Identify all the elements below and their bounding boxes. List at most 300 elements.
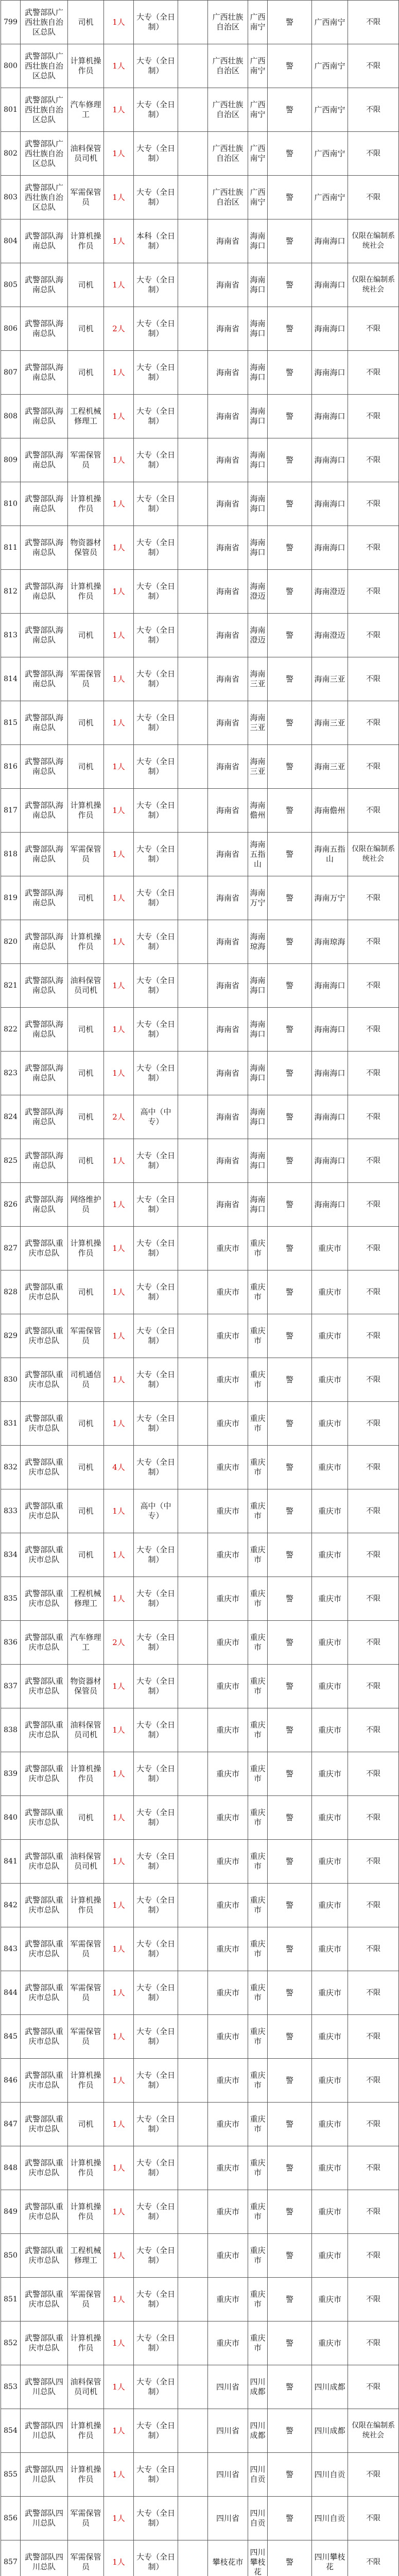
category-mark: 警 xyxy=(268,2190,312,2234)
hire-count: 1人 xyxy=(104,1927,134,1971)
education-requirement: 大专（全日制） xyxy=(134,2497,178,2540)
unit-name: 武警部队重庆市总队 xyxy=(21,1446,68,1489)
education-requirement: 大专（全日制） xyxy=(134,88,178,132)
row-number: 826 xyxy=(1,1183,21,1227)
category-mark: 警 xyxy=(268,1,312,44)
work-area: 四川省 xyxy=(208,2365,248,2409)
household-location: 海南澄迈 xyxy=(312,614,348,657)
row-number: 812 xyxy=(1,570,21,614)
remark: 不限 xyxy=(348,1358,399,1402)
table-row xyxy=(1,132,399,176)
work-area: 重庆市 xyxy=(208,1314,248,1358)
work-area: 海南省 xyxy=(208,1183,248,1227)
empty-cell xyxy=(178,1971,208,2015)
empty-cell xyxy=(178,876,208,920)
work-area: 重庆市 xyxy=(208,2190,248,2234)
empty-cell xyxy=(178,1270,208,1314)
empty-cell xyxy=(178,614,208,657)
table-row xyxy=(1,2234,399,2278)
post-name: 工程机械修理工 xyxy=(68,1577,104,1621)
household-location: 重庆市 xyxy=(312,1577,348,1621)
table-row xyxy=(1,701,399,745)
work-location: 重庆市 xyxy=(248,1314,268,1358)
remark: 不限 xyxy=(348,482,399,526)
row-number: 847 xyxy=(1,2103,21,2146)
empty-cell xyxy=(178,1665,208,1708)
work-location: 重庆市 xyxy=(248,2015,268,2059)
table-row xyxy=(1,1752,399,1796)
remark: 不限 xyxy=(348,1796,399,1840)
post-name: 司机 xyxy=(68,1052,104,1095)
education-requirement: 本科（全日制） xyxy=(134,219,178,263)
table-row xyxy=(1,2278,399,2321)
row-number: 845 xyxy=(1,2015,21,2059)
work-location: 四川自贡 xyxy=(248,2497,268,2540)
unit-name: 武警部队重庆市总队 xyxy=(21,2146,68,2190)
table-row xyxy=(1,1665,399,1708)
post-name: 司机 xyxy=(68,263,104,307)
household-location: 重庆市 xyxy=(312,2103,348,2146)
category-mark: 警 xyxy=(268,1708,312,1752)
unit-name: 武警部队海南总队 xyxy=(21,1183,68,1227)
work-location: 重庆市 xyxy=(248,1796,268,1840)
empty-cell xyxy=(178,789,208,833)
post-name: 军需保管员 xyxy=(68,833,104,876)
table-row xyxy=(1,1270,399,1314)
unit-name: 武警部队广西壮族自治区总队 xyxy=(21,88,68,132)
hire-count: 1人 xyxy=(104,1008,134,1052)
post-name: 计算机操作员 xyxy=(68,1752,104,1796)
unit-name: 武警部队海南总队 xyxy=(21,701,68,745)
education-requirement: 大专（全日制） xyxy=(134,1139,178,1183)
row-number: 853 xyxy=(1,2365,21,2409)
unit-name: 武警部队海南总队 xyxy=(21,657,68,701)
row-number: 823 xyxy=(1,1052,21,1095)
hire-count: 1人 xyxy=(104,2103,134,2146)
work-location: 重庆市 xyxy=(248,1227,268,1270)
row-number: 827 xyxy=(1,1227,21,1270)
empty-cell xyxy=(178,570,208,614)
remark: 不限 xyxy=(348,88,399,132)
remark: 不限 xyxy=(348,2278,399,2321)
post-name: 计算机操作员 xyxy=(68,789,104,833)
unit-name: 武警部队广西壮族自治区总队 xyxy=(21,176,68,219)
empty-cell xyxy=(178,395,208,438)
category-mark: 警 xyxy=(268,920,312,964)
category-mark: 警 xyxy=(268,526,312,570)
work-area: 重庆市 xyxy=(208,1927,248,1971)
work-location: 广西南宁 xyxy=(248,88,268,132)
education-requirement: 大专（全日制） xyxy=(134,1840,178,1884)
hire-count: 1人 xyxy=(104,1752,134,1796)
work-area: 重庆市 xyxy=(208,1446,248,1489)
work-location: 海南海口 xyxy=(248,1183,268,1227)
empty-cell xyxy=(178,176,208,219)
remark: 不限 xyxy=(348,2015,399,2059)
education-requirement: 大专（全日制） xyxy=(134,2234,178,2278)
empty-cell xyxy=(178,1227,208,1270)
post-name: 司机 xyxy=(68,1008,104,1052)
work-area: 重庆市 xyxy=(208,2103,248,2146)
work-area: 广西壮族自治区 xyxy=(208,44,248,88)
empty-cell xyxy=(178,1884,208,1927)
recruitment-table xyxy=(1,0,399,2576)
category-mark: 警 xyxy=(268,176,312,219)
household-location: 重庆市 xyxy=(312,1489,348,1533)
category-mark: 警 xyxy=(268,1533,312,1577)
row-number: 857 xyxy=(1,2540,21,2576)
work-location: 海南儋州 xyxy=(248,789,268,833)
empty-cell xyxy=(178,2409,208,2453)
education-requirement: 大专（全日制） xyxy=(134,2103,178,2146)
hire-count: 1人 xyxy=(104,351,134,395)
work-location: 海南三亚 xyxy=(248,657,268,701)
row-number: 800 xyxy=(1,44,21,88)
category-mark: 警 xyxy=(268,351,312,395)
work-location: 海南万宁 xyxy=(248,876,268,920)
household-location: 广西南宁 xyxy=(312,44,348,88)
household-location: 重庆市 xyxy=(312,1840,348,1884)
unit-name: 武警部队重庆市总队 xyxy=(21,1752,68,1796)
category-mark: 警 xyxy=(268,1840,312,1884)
category-mark: 警 xyxy=(268,1314,312,1358)
hire-count: 1人 xyxy=(104,2190,134,2234)
unit-name: 武警部队海南总队 xyxy=(21,833,68,876)
table-row xyxy=(1,745,399,789)
row-number: 837 xyxy=(1,1665,21,1708)
empty-cell xyxy=(178,2540,208,2576)
hire-count: 1人 xyxy=(104,44,134,88)
remark: 不限 xyxy=(348,1008,399,1052)
household-location: 重庆市 xyxy=(312,1227,348,1270)
remark: 不限 xyxy=(348,1708,399,1752)
work-location: 重庆市 xyxy=(248,2103,268,2146)
category-mark: 警 xyxy=(268,1489,312,1533)
work-area: 海南省 xyxy=(208,263,248,307)
household-location: 海南三亚 xyxy=(312,745,348,789)
post-name: 司机 xyxy=(68,1270,104,1314)
education-requirement: 大专（全日制） xyxy=(134,1314,178,1358)
empty-cell xyxy=(178,1796,208,1840)
household-location: 广西南宁 xyxy=(312,1,348,44)
unit-name: 武警部队海南总队 xyxy=(21,1095,68,1139)
hire-count: 1人 xyxy=(104,920,134,964)
hire-count: 1人 xyxy=(104,1708,134,1752)
work-location: 重庆市 xyxy=(248,1927,268,1971)
category-mark: 警 xyxy=(268,1446,312,1489)
work-location: 海南海口 xyxy=(248,964,268,1008)
post-name: 司机 xyxy=(68,701,104,745)
work-area: 重庆市 xyxy=(208,1840,248,1884)
post-name: 油料保管员司机 xyxy=(68,2365,104,2409)
unit-name: 武警部队重庆市总队 xyxy=(21,1796,68,1840)
work-area: 重庆市 xyxy=(208,1621,248,1665)
row-number: 842 xyxy=(1,1884,21,1927)
education-requirement: 大专（全日制） xyxy=(134,1183,178,1227)
table-row xyxy=(1,1227,399,1270)
hire-count: 1人 xyxy=(104,2015,134,2059)
row-number: 851 xyxy=(1,2278,21,2321)
row-number: 830 xyxy=(1,1358,21,1402)
household-location: 海南海口 xyxy=(312,263,348,307)
work-location: 重庆市 xyxy=(248,1621,268,1665)
post-name: 油料保管员司机 xyxy=(68,1840,104,1884)
work-area: 重庆市 xyxy=(208,2234,248,2278)
category-mark: 警 xyxy=(268,964,312,1008)
unit-name: 武警部队重庆市总队 xyxy=(21,1708,68,1752)
work-location: 四川攀枝花 xyxy=(248,2540,268,2576)
hire-count: 1人 xyxy=(104,176,134,219)
remark: 不限 xyxy=(348,1,399,44)
remark: 不限 xyxy=(348,745,399,789)
category-mark: 警 xyxy=(268,307,312,351)
work-location: 重庆市 xyxy=(248,1358,268,1402)
unit-name: 武警部队重庆市总队 xyxy=(21,1884,68,1927)
post-name: 计算机操作员 xyxy=(68,2190,104,2234)
remark: 不限 xyxy=(348,1314,399,1358)
household-location: 海南海口 xyxy=(312,526,348,570)
empty-cell xyxy=(178,701,208,745)
work-location: 海南琼海 xyxy=(248,920,268,964)
empty-cell xyxy=(178,1533,208,1577)
unit-name: 武警部队海南总队 xyxy=(21,482,68,526)
category-mark: 警 xyxy=(268,2015,312,2059)
remark: 不限 xyxy=(348,2190,399,2234)
household-location: 海南海口 xyxy=(312,1095,348,1139)
work-area: 海南省 xyxy=(208,351,248,395)
unit-name: 武警部队海南总队 xyxy=(21,351,68,395)
education-requirement: 大专（全日制） xyxy=(134,1533,178,1577)
post-name: 司机 xyxy=(68,614,104,657)
table-row xyxy=(1,263,399,307)
unit-name: 武警部队海南总队 xyxy=(21,1139,68,1183)
unit-name: 武警部队重庆市总队 xyxy=(21,2321,68,2365)
household-location: 重庆市 xyxy=(312,1270,348,1314)
hire-count: 1人 xyxy=(104,2497,134,2540)
table-row xyxy=(1,176,399,219)
remark: 不限 xyxy=(348,657,399,701)
work-location: 重庆市 xyxy=(248,2278,268,2321)
hire-count: 2人 xyxy=(104,1621,134,1665)
unit-name: 武警部队四川总队 xyxy=(21,2540,68,2576)
hire-count: 1人 xyxy=(104,1577,134,1621)
post-name: 军需保管员 xyxy=(68,657,104,701)
household-location: 海南儋州 xyxy=(312,789,348,833)
household-location: 海南澄迈 xyxy=(312,570,348,614)
work-location: 重庆市 xyxy=(248,1533,268,1577)
table-row xyxy=(1,1621,399,1665)
work-area: 重庆市 xyxy=(208,1971,248,2015)
education-requirement: 大专（全日制） xyxy=(134,833,178,876)
education-requirement: 大专（全日制） xyxy=(134,2015,178,2059)
table-body xyxy=(1,1,399,2576)
category-mark: 警 xyxy=(268,701,312,745)
work-location: 重庆市 xyxy=(248,1402,268,1446)
table-row xyxy=(1,438,399,482)
table-row xyxy=(1,657,399,701)
education-requirement: 大专（全日制） xyxy=(134,395,178,438)
work-location: 海南澄迈 xyxy=(248,570,268,614)
table-row xyxy=(1,219,399,263)
hire-count: 2人 xyxy=(104,1095,134,1139)
row-number: 813 xyxy=(1,614,21,657)
unit-name: 武警部队广西壮族自治区总队 xyxy=(21,1,68,44)
remark: 不限 xyxy=(348,1183,399,1227)
work-area: 重庆市 xyxy=(208,2059,248,2103)
remark: 不限 xyxy=(348,44,399,88)
household-location: 重庆市 xyxy=(312,1314,348,1358)
remark: 不限 xyxy=(348,2103,399,2146)
work-area: 海南省 xyxy=(208,219,248,263)
unit-name: 武警部队重庆市总队 xyxy=(21,2190,68,2234)
category-mark: 警 xyxy=(268,2234,312,2278)
work-area: 海南省 xyxy=(208,876,248,920)
unit-name: 武警部队重庆市总队 xyxy=(21,1927,68,1971)
row-number: 843 xyxy=(1,1927,21,1971)
education-requirement: 大专（全日制） xyxy=(134,745,178,789)
household-location: 海南海口 xyxy=(312,482,348,526)
education-requirement: 大专（全日制） xyxy=(134,570,178,614)
category-mark: 警 xyxy=(268,1139,312,1183)
table-row xyxy=(1,2190,399,2234)
education-requirement: 大专（全日制） xyxy=(134,2365,178,2409)
category-mark: 警 xyxy=(268,2365,312,2409)
remark: 不限 xyxy=(348,307,399,351)
hire-count: 1人 xyxy=(104,701,134,745)
table-row xyxy=(1,2453,399,2497)
post-name: 计算机操作员 xyxy=(68,2321,104,2365)
row-number: 814 xyxy=(1,657,21,701)
table-row xyxy=(1,2146,399,2190)
category-mark: 警 xyxy=(268,1621,312,1665)
household-location: 重庆市 xyxy=(312,2190,348,2234)
household-location: 海南三亚 xyxy=(312,657,348,701)
unit-name: 武警部队海南总队 xyxy=(21,745,68,789)
hire-count: 1人 xyxy=(104,570,134,614)
work-location: 海南海口 xyxy=(248,1008,268,1052)
row-number: 856 xyxy=(1,2497,21,2540)
work-area: 海南省 xyxy=(208,395,248,438)
empty-cell xyxy=(178,1139,208,1183)
remark: 不限 xyxy=(348,1095,399,1139)
empty-cell xyxy=(178,1008,208,1052)
table-row xyxy=(1,1358,399,1402)
remark: 不限 xyxy=(348,1927,399,1971)
row-number: 802 xyxy=(1,132,21,176)
unit-name: 武警部队海南总队 xyxy=(21,395,68,438)
table-row xyxy=(1,1183,399,1227)
row-number: 836 xyxy=(1,1621,21,1665)
hire-count: 1人 xyxy=(104,833,134,876)
education-requirement: 大专（全日制） xyxy=(134,351,178,395)
empty-cell xyxy=(178,2234,208,2278)
table-row xyxy=(1,1095,399,1139)
work-area: 海南省 xyxy=(208,920,248,964)
work-location: 广西南宁 xyxy=(248,132,268,176)
unit-name: 武警部队海南总队 xyxy=(21,570,68,614)
post-name: 计算机操作员 xyxy=(68,570,104,614)
household-location: 海南三亚 xyxy=(312,701,348,745)
unit-name: 武警部队重庆市总队 xyxy=(21,2103,68,2146)
remark: 仅限在编制系统社会 xyxy=(348,833,399,876)
row-number: 833 xyxy=(1,1489,21,1533)
remark: 不限 xyxy=(348,1489,399,1533)
education-requirement: 大专（全日制） xyxy=(134,132,178,176)
work-area: 重庆市 xyxy=(208,1533,248,1577)
post-name: 物资器材保管员 xyxy=(68,526,104,570)
work-location: 海南澄迈 xyxy=(248,614,268,657)
category-mark: 警 xyxy=(268,614,312,657)
education-requirement: 大专（全日制） xyxy=(134,2409,178,2453)
post-name: 军需保管员 xyxy=(68,176,104,219)
work-location: 重庆市 xyxy=(248,1577,268,1621)
work-area: 重庆市 xyxy=(208,1358,248,1402)
row-number: 831 xyxy=(1,1402,21,1446)
table-row xyxy=(1,44,399,88)
work-area: 海南省 xyxy=(208,570,248,614)
unit-name: 武警部队重庆市总队 xyxy=(21,1971,68,2015)
row-number: 811 xyxy=(1,526,21,570)
hire-count: 1人 xyxy=(104,657,134,701)
work-area: 海南省 xyxy=(208,701,248,745)
unit-name: 武警部队重庆市总队 xyxy=(21,1358,68,1402)
work-area: 重庆市 xyxy=(208,1796,248,1840)
row-number: 822 xyxy=(1,1008,21,1052)
remark: 不限 xyxy=(348,1533,399,1577)
table-row xyxy=(1,395,399,438)
empty-cell xyxy=(178,1183,208,1227)
education-requirement: 大专（全日制） xyxy=(134,2540,178,2576)
row-number: 808 xyxy=(1,395,21,438)
education-requirement: 大专（全日制） xyxy=(134,1752,178,1796)
table-row xyxy=(1,2497,399,2540)
post-name: 汽车修理工 xyxy=(68,1621,104,1665)
hire-count: 1人 xyxy=(104,1183,134,1227)
work-location: 重庆市 xyxy=(248,1752,268,1796)
table-row xyxy=(1,2321,399,2365)
work-area: 重庆市 xyxy=(208,1489,248,1533)
empty-cell xyxy=(178,1752,208,1796)
household-location: 重庆市 xyxy=(312,1796,348,1840)
work-location: 重庆市 xyxy=(248,1446,268,1489)
category-mark: 警 xyxy=(268,1752,312,1796)
empty-cell xyxy=(178,657,208,701)
unit-name: 武警部队海南总队 xyxy=(21,876,68,920)
remark: 不限 xyxy=(348,1840,399,1884)
work-area: 四川省 xyxy=(208,2409,248,2453)
category-mark: 警 xyxy=(268,570,312,614)
empty-cell xyxy=(178,833,208,876)
empty-cell xyxy=(178,1577,208,1621)
work-location: 重庆市 xyxy=(248,2321,268,2365)
empty-cell xyxy=(178,1840,208,1884)
work-area: 海南省 xyxy=(208,438,248,482)
work-area: 广西壮族自治区 xyxy=(208,176,248,219)
household-location: 重庆市 xyxy=(312,2146,348,2190)
post-name: 计算机操作员 xyxy=(68,2146,104,2190)
empty-cell xyxy=(178,1446,208,1489)
unit-name: 武警部队重庆市总队 xyxy=(21,2015,68,2059)
category-mark: 警 xyxy=(268,1358,312,1402)
category-mark: 警 xyxy=(268,1183,312,1227)
work-area: 重庆市 xyxy=(208,1402,248,1446)
hire-count: 1人 xyxy=(104,1796,134,1840)
category-mark: 警 xyxy=(268,2321,312,2365)
hire-count: 1人 xyxy=(104,1840,134,1884)
household-location: 四川成都 xyxy=(312,2365,348,2409)
household-location: 重庆市 xyxy=(312,1533,348,1577)
unit-name: 武警部队广西壮族自治区总队 xyxy=(21,132,68,176)
